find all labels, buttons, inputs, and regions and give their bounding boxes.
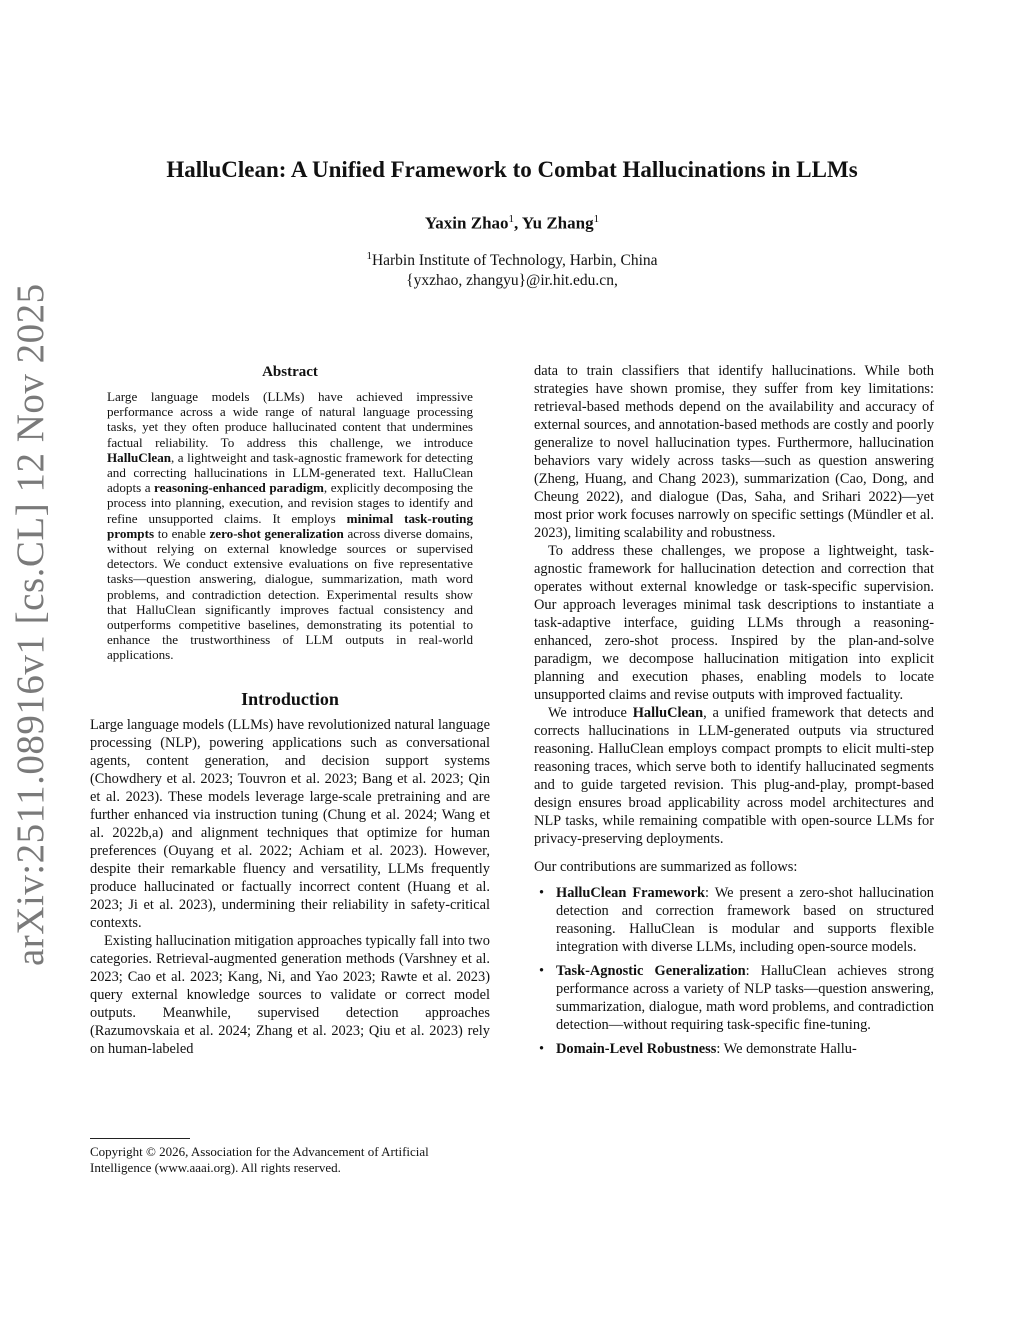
intro-paragraph-2-continued: data to train classifiers that identify hallucinations. While both strategies have shown promise, they suffer from key limitations: retrieval-based methods depend on the availability and accuracy of external sources, and annotation-based methods are costly and poorly generalize to novel hallucination types. Furthermore, hallucination behaviors vary widely across tasks—such as question answering (Zheng, Huang, and Chang 2023), summarization (Cao, Dong, and Cheung 2022), and dialogue (Das, Saha, and Srihari 2022)—yet most prior work focuses narrowly on specific settings (Mündler et al. 2023), limiting scalability and robustness.: [534, 363, 935, 541]
abstract-heading: Abstract: [262, 364, 318, 380]
abstract-bold-term: HalluClean: [107, 449, 172, 465]
paragraph-segment: , a unified framework that detects and corrects hallucinations in LLM-generated outputs via structured reasoning. HalluClean employs compact prompts to elicit multi-step reasoning traces, which serve both to identify hallucinated segments and to guide targeted revision. This plug-and-play, prompt-based design ensures broad applicability across model architectures and NLP tasks, while remaining compatible with open-source LLMs for privacy-preserving deployments.: [534, 705, 934, 847]
paper-title: HalluClean: A Unified Framework to Combat Hallucinations in LLMs: [166, 157, 858, 182]
bullet-icon: •: [539, 885, 545, 901]
abstract-bold-term: minimal task-routing prompts: [107, 510, 474, 541]
author-affiliation-mark: 1: [508, 213, 515, 225]
author-affiliation-mark: 1: [593, 213, 600, 225]
paragraph-segment: We introduce: [548, 705, 633, 721]
contribution-title: Task-Agnostic Generalization: [556, 963, 746, 979]
paragraph-bold-term: HalluClean: [632, 705, 704, 721]
abstract-bold-term: zero-shot generalization: [209, 525, 344, 541]
abstract-segment: to enable: [154, 525, 210, 541]
intro-paragraph-2: Existing hallucination mitigation approaches typically fall into two categories. Retrieval-augmented generation methods (Varshney et al. 2023; Cao et al. 2023; Kang, Ni, and Yao 2023; Rawte et al. 2023) query external knowledge sources to validate or correct model outputs. Meanwhile, supervised detection approaches (Razumovskaia et al. 2024; Zhang et al. 2023; Qiu et al. 2023) rely on human-labeled: [90, 932, 490, 1057]
contribution-item: [534, 884, 934, 956]
contributions-list: [534, 884, 934, 1058]
affiliation-email: {yxzhao, zhangyu}@ir.hit.edu.cn,: [406, 272, 618, 290]
affiliation-mark: 1: [366, 250, 372, 262]
abstract-bold-term: reasoning-enhanced paradigm: [154, 480, 324, 496]
abstract-segment: across diverse domains, without relying on external knowledge sources or supervised detectors. We conduct extensive evaluations on five representative tasks—question answering, dialogue, summarization, math word problems, and contradiction detection. Experimental results show that HalluClean significantly improves factual consistency and outperforms competitive baselines, demonstrating its potential to enhance the trustworthiness of LLM outputs in real-world applications.: [107, 525, 474, 663]
arxiv-identifier: arXiv:2511.08916v1 [cs.CL] 12 Nov 2025: [9, 283, 52, 966]
contribution-text: : HalluClean achieves strong performance across a variety of NLP tasks—question answering, summarization, dialogue, math word problems, and contradiction detection—without requiring task-specific fine-tuning.: [556, 963, 934, 1033]
contribution-text: : We demonstrate Hallu-: [716, 1041, 857, 1057]
intro-paragraph-4: [534, 704, 934, 848]
author-name: Yaxin Zhao: [424, 213, 509, 233]
bullet-icon: •: [539, 963, 545, 979]
right-column: [534, 362, 934, 1064]
author-list: [0, 213, 1024, 234]
abstract-segment: , a lightweight and task-agnostic framework for detecting and correcting hallucinations in LLM-generated text. HalluClean adopts a: [107, 449, 473, 496]
contributions-intro: Our contributions are summarized as follows:: [534, 859, 798, 875]
abstract-text: [107, 389, 473, 663]
abstract-segment: , explicitly decomposing the process into planning, execution, and revision stages to identify and refine unsupported claims. It employs: [107, 480, 473, 526]
author-separator: ,: [514, 213, 522, 233]
left-column: [90, 364, 490, 1058]
copyright-footnote: Copyright © 2026, Association for the Advancement of Artificial Intelligence (www.aaai.org). All rights reserved.: [90, 1144, 429, 1175]
contribution-title: HalluClean Framework: [556, 885, 706, 901]
contribution-item: [534, 1040, 934, 1058]
introduction-heading: Introduction: [241, 688, 339, 709]
bullet-icon: •: [539, 1041, 545, 1057]
author-name: Yu Zhang: [521, 213, 594, 233]
footnote-rule: [90, 1138, 190, 1139]
abstract-segment: Large language models (LLMs) have achieved impressive performance across a wide range of natural language processing tasks, yet they often produce hallucinated content that undermines factual reliability. To address this challenge, we introduce: [107, 389, 473, 450]
contribution-text: : We present a zero-shot hallucination detection and correction framework based on structured reasoning. HalluClean is modular and supports flexible integration with diverse LLMs, including open-source models.: [556, 885, 934, 955]
contribution-title: Domain-Level Robustness: [556, 1041, 717, 1057]
intro-paragraph-3: To address these challenges, we propose a lightweight, task-agnostic framework for hallucination detection and correction that operates without external knowledge or task-specific supervision. Our approach leverages minimal task descriptions to instantiate a task-adaptive interface, guiding LLMs through a reasoning-enhanced, zero-shot process. Inspired by the plan-and-solve paradigm, we decompose hallucination mitigation into explicit planning and execution phases, enabling models to locate unsupported claims and revise outputs with improved factuality.: [534, 543, 934, 703]
affiliation: [0, 246, 1024, 291]
affiliation-institution: Harbin Institute of Technology, Harbin, China: [371, 252, 658, 270]
contribution-item: [534, 962, 934, 1034]
intro-paragraph-1: Large language models (LLMs) have revolutionized natural language processing (NLP), powering applications such as conversational agents, content generation, and decision support systems (Chowdhery et al. 2023; Touvron et al. 2023; Bang et al. 2023; Qin et al. 2023). These models leverage large-scale pretraining and are further enhanced via instruction tuning (Chung et al. 2024; Wang et al. 2022b,a) and alignment techniques that optimize for human preferences (Ouyang et al. 2022; Achiam et al. 2023). However, despite their remarkable fluency and versatility, LLMs frequently produce hallucinated or factually incorrect content (Huang et al. 2023; Ji et al. 2023), undermining their reliability in safety-critical contexts.: [90, 716, 490, 931]
